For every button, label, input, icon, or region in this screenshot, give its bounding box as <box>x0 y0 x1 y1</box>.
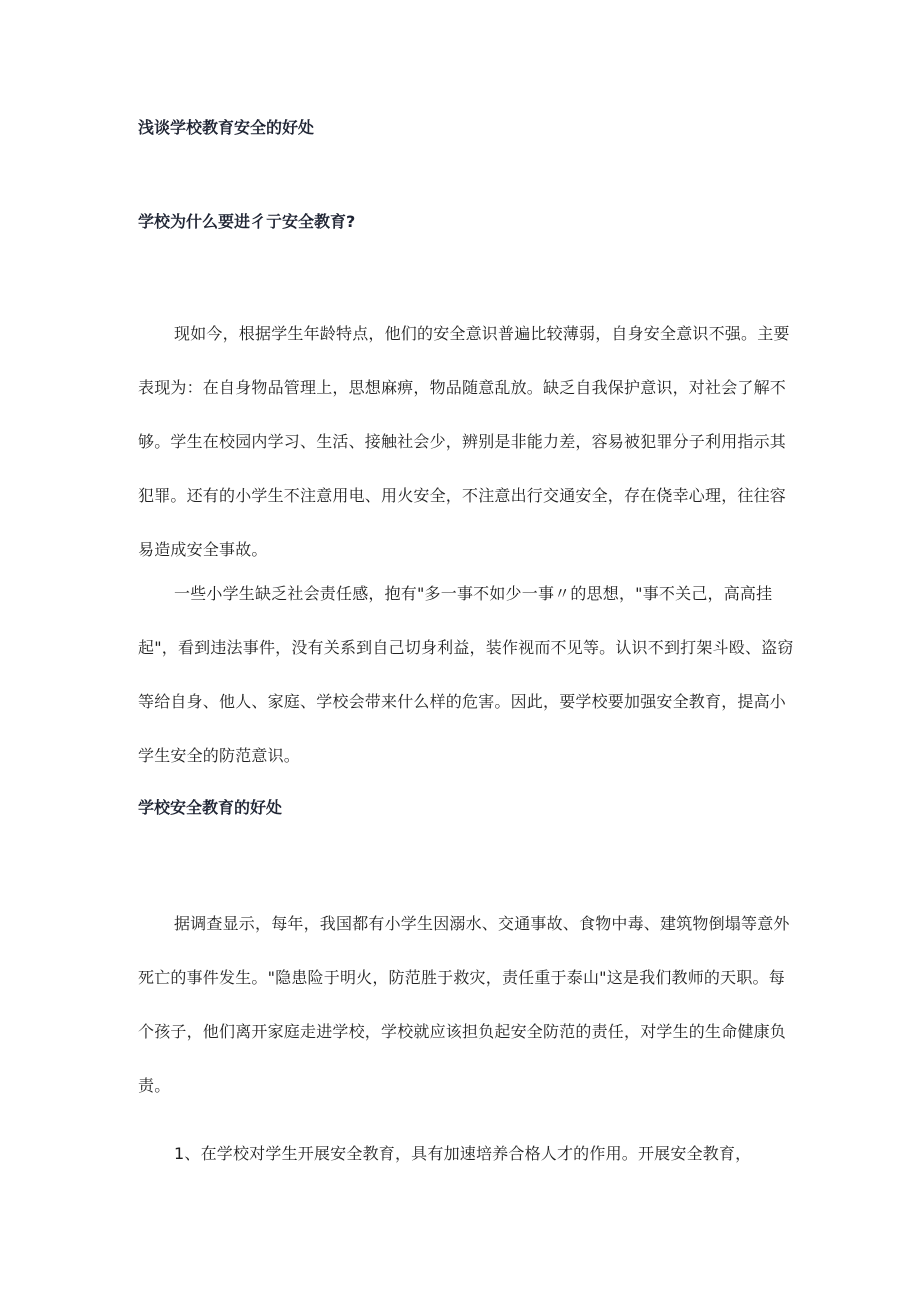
document-title: 浅谈学校教育安全的好处 <box>138 118 315 137</box>
paragraph-3: 据调查显示，每年，我国都有小学生因溺水、交通事故、食物中毒、建筑物倒塌等意外死亡的事件发生。"隐患险于明火，防范胜于救灾，责任重于泰山"这是我们教师的天职。每个孩子，他们离开家庭走进学校，学校就应该担负起安全防范的责任，对学生的生命健康负责。 <box>138 914 790 1095</box>
section-heading-why: 学校为什么要进彳亍安全教育? <box>138 212 356 231</box>
section-heading-benefits: 学校安全教育的好处 <box>138 798 283 817</box>
paragraph-1: 现如今，根据学生年龄特点，他们的安全意识普遍比较薄弱，自身安全意识不强。主要表现为：在自身物品管理上，思想麻痹，物品随意乱放。缺乏自我保护意识，对社会了解不够。学生在校园内学习、生活、接触社会少，辨别是非能力差，容易被犯罪分子利用指示其犯罪。还有的小学生不注意用电、用火安全，不注意出行交通安全，存在侥幸心理，往往容易造成安全事故。 <box>138 324 790 559</box>
paragraph-2: 一些小学生缺乏社会责任感，抱有"多一事不如少一事〃的思想，"事不关己，高高挂起"，看到违法事件，没有关系到自己切身利益，装作视而不见等。认识不到打架斗殴、盗窃等给自身、他人、家庭、学校会带来什么样的危害。因此，要学校要加强安全教育，提高小学生安全的防范意识。 <box>138 584 794 765</box>
paragraph-4: 1、在学校对学生开展安全教育，具有加速培养合格人才的作用。开展安全教育， <box>174 1144 752 1163</box>
